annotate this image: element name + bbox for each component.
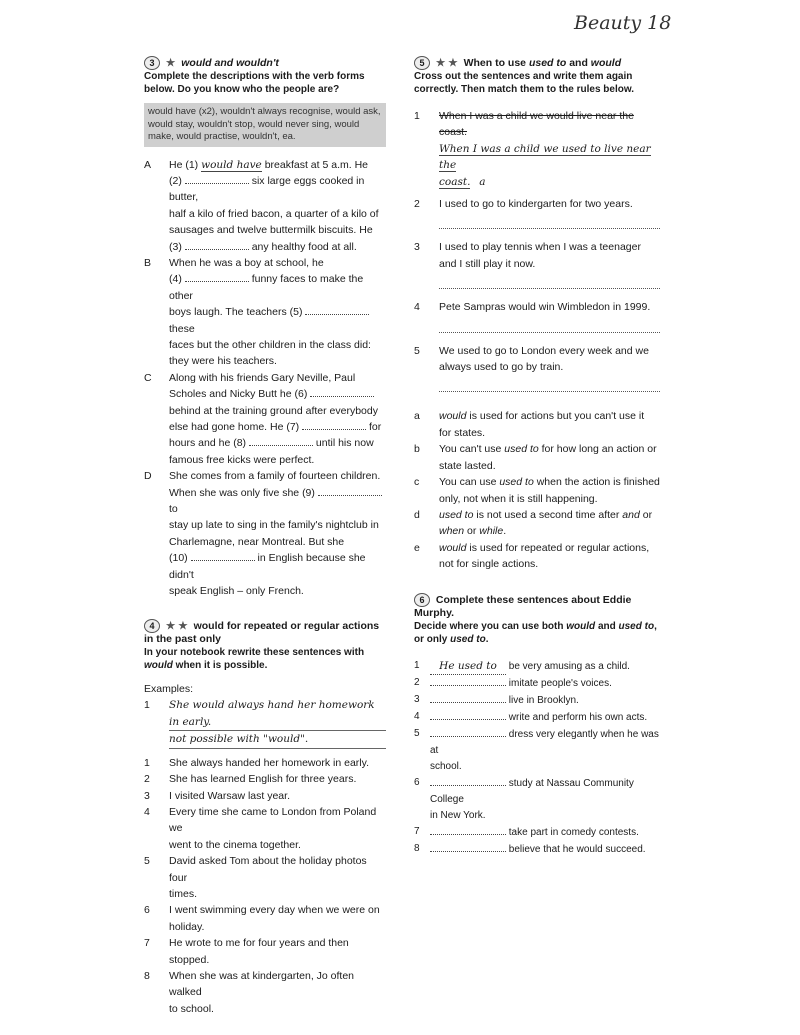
- rule-item: c You can use used to when the action is finished only, not when it is still happening.: [414, 476, 660, 505]
- answer-blank-10[interactable]: [191, 551, 255, 561]
- exercise-3-item-d: D She comes from a family of fourteen children. When she was only five she (9) to stay up late to sing in the family's nightclub in Charlemagne, near Montreal. But she (10) in English because she didn't speak English – only French.: [144, 470, 381, 598]
- list-item: 8 When she was at kindergarten, Jo often walked to school.: [144, 969, 355, 1015]
- difficulty-stars: ★ ★: [165, 620, 188, 633]
- answer-blank-2[interactable]: [185, 174, 249, 184]
- list-item: 6 study at Nassau Community College in New York.: [414, 776, 634, 821]
- answer-blank-5[interactable]: [305, 305, 369, 315]
- difficulty-stars: ★: [165, 57, 176, 69]
- exercise-3-item-b: B When he was a boy at school, he (4) funny faces to make the other boys laugh. The teachers (5) these faces but the other children in the class did: they were his teachers.: [144, 256, 371, 368]
- exercise-3-title: would and wouldn't: [181, 57, 279, 69]
- answer-blank[interactable]: [430, 675, 506, 686]
- list-item: 2 She has learned English for three years.: [144, 773, 357, 786]
- examples-label: Examples:: [144, 683, 194, 696]
- exercise-3-heading: [144, 56, 386, 70]
- exercise-5-heading: 5 ★ ★ When to use used to and would: [414, 56, 660, 70]
- rule-item: e would is used for repeated or regular actions, not for single actions.: [414, 541, 650, 571]
- exercise-5-number: 5: [414, 56, 430, 70]
- answer-blank[interactable]: [430, 841, 506, 852]
- answer-line[interactable]: [439, 212, 660, 229]
- answer-blank[interactable]: [430, 726, 506, 737]
- answer-1: He used to: [430, 658, 506, 675]
- rule-item: b You can't use used to for how long an action or state lasted.: [414, 443, 657, 472]
- example-item: 1 She would always hand her homework in early. not possible with "would".: [144, 697, 386, 748]
- answer-blank[interactable]: [430, 692, 506, 703]
- crossed-out-sentence: When I was a child we would live near the: [439, 110, 634, 122]
- example-answer-line-1: She would always hand her homework in early.: [169, 697, 386, 731]
- exercise-3-item-c: C Along with his friends Gary Neville, Paul Scholes and Nicky Butt he (6) behind at the training ground after everybody else had gone home. He (7) for hours and he (8) until his now famous free kicks were perfect.: [144, 371, 382, 466]
- answer-line[interactable]: [439, 375, 660, 392]
- exercise-6-list: [414, 658, 660, 858]
- answer-blank-7[interactable]: [302, 420, 366, 430]
- matched-rule-answer: a: [479, 175, 486, 188]
- list-item: 4 write and perform his own acts.: [414, 710, 648, 723]
- list-item: 5 dress very elegantly when he was at school.: [414, 727, 659, 772]
- exercise-5-item-1: 1 When I was a child we would live near the coast. When I was a child we used to live near the coast. a: [414, 110, 651, 188]
- exercise-6-instructions: Decide where you can use both would and used to, or only used to.: [414, 620, 657, 645]
- list-item: 1 She always handed her homework in early.: [144, 756, 369, 769]
- exercise-4-number: 4: [144, 619, 160, 633]
- list-item: 5 David asked Tom about the holiday photos four times.: [144, 855, 367, 900]
- answer-blank[interactable]: [430, 775, 506, 786]
- answer-1: would have: [201, 158, 262, 171]
- left-column: [144, 56, 386, 1017]
- rule-item: d used to is not used a second time after and or when or while.: [414, 508, 653, 538]
- answer-blank[interactable]: [430, 824, 506, 835]
- list-item: 5 We used to go to London every week and we always used to go by train.: [414, 344, 649, 374]
- answer-line[interactable]: [439, 272, 660, 289]
- list-item: 2 I used to go to kindergarten for two years.: [414, 198, 633, 211]
- exercise-3-instructions: Complete the descriptions with the verb forms below. Do you know who the people are?: [144, 71, 365, 95]
- exercise-4-instructions: In your notebook rewrite these sentences with would when it is possible.: [144, 647, 365, 672]
- page-handwritten-note: Beauty 18: [574, 12, 672, 34]
- exercise-6-title: Complete these sentences about Eddie Murphy.: [414, 593, 632, 619]
- exercise-3-number: 3: [144, 56, 160, 70]
- list-item: 7 take part in comedy contests.: [414, 825, 639, 838]
- list-item: 3 I used to play tennis when I was a teenager and I still play it now.: [414, 241, 641, 270]
- list-item: 2 imitate people's voices.: [414, 676, 612, 689]
- list-item: 1 He used to be very amusing as a child.: [414, 658, 660, 675]
- answer-blank-3[interactable]: [185, 240, 249, 250]
- list-item: 6 I went swimming every day when we were on holiday.: [144, 904, 380, 933]
- list-item: 3 I visited Warsaw last year.: [144, 789, 290, 802]
- exercise-3-word-box: would have (x2), wouldn't always recognise, would ask, would stay, wouldn't stop, would never sing, would make, would practise, wouldn't, ea.: [144, 103, 386, 147]
- right-column: [414, 56, 660, 858]
- exercise-6-heading: [414, 593, 660, 620]
- exercise-4-list: [144, 755, 386, 1018]
- answer-blank-9[interactable]: [318, 486, 382, 496]
- corrected-sentence: When I was a child we used to live near the: [439, 142, 651, 172]
- list-item: 7 He wrote to me for four years and then stopped.: [144, 937, 349, 966]
- answer-blank-6[interactable]: [310, 387, 374, 397]
- exercise-5-rules: [414, 408, 660, 572]
- difficulty-stars: ★ ★: [435, 57, 458, 69]
- exercise-4-title: would for repeated or regular actions in the past only: [144, 620, 380, 646]
- answer-blank-4[interactable]: [185, 272, 249, 282]
- list-item: 8 believe that he would succeed.: [414, 842, 646, 855]
- exercise-5-instructions: Cross out the sentences and write them again correctly. Then match them to the rules below.: [414, 71, 635, 95]
- list-item: 4 Pete Sampras would win Wimbledon in 1999.: [414, 301, 651, 314]
- answer-blank[interactable]: [430, 709, 506, 720]
- answer-blank-8[interactable]: [249, 436, 313, 446]
- exercise-6-number: 6: [414, 593, 430, 607]
- example-answer-line-2: not possible with "would".: [169, 731, 386, 748]
- list-item: 4 Every time she came to London from Poland we went to the cinema together.: [144, 805, 377, 851]
- list-item: 3 live in Brooklyn.: [414, 693, 579, 706]
- exercise-4-heading: [144, 619, 386, 646]
- rule-item: a would is used for actions but you can't use it for states.: [414, 410, 645, 439]
- exercise-3-item-a: A He (1) would have breakfast at 5 a.m. He (2) six large eggs cooked in butter, half a kilo of fried bacon, a quarter of a kilo of sausages and twelve buttermilk biscuits. He (3) any healthy food at all.: [144, 158, 379, 253]
- answer-line[interactable]: [439, 316, 660, 333]
